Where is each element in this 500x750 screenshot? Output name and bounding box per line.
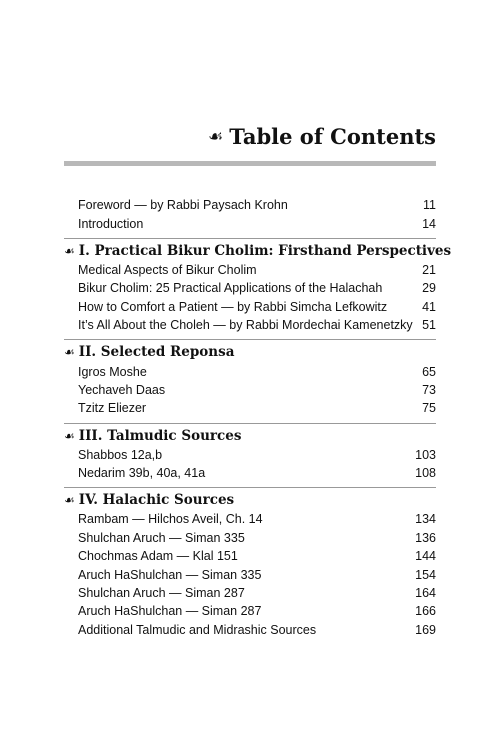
entry-page-number: 169 [415, 622, 436, 637]
table-of-contents [64, 196, 452, 639]
entry-title: Shulchan Aruch — Siman 335 [78, 530, 245, 545]
entry-title: Additional Talmudic and Midrashic Sources [78, 622, 317, 637]
toc-section [64, 487, 436, 639]
entry-title: Nedarim 39b, 40a, 41a [78, 466, 206, 481]
page-title [208, 124, 436, 149]
entry-page-number: 41 [422, 299, 436, 314]
entry-page-number: 103 [415, 447, 436, 462]
entry-title: Igros Moshe [78, 364, 147, 379]
entry-page-number: 134 [415, 512, 436, 527]
section-heading [64, 426, 436, 446]
entry-page-number: 73 [422, 382, 436, 397]
entry-page-number: 65 [422, 364, 436, 379]
toc-entry[interactable] [64, 621, 436, 639]
section-heading-text: IV. Halachic Sources [78, 492, 235, 509]
toc-entry[interactable] [64, 584, 436, 602]
section-heading-text: I. Practical Bikur Cholim: Firsthand Perspectives [78, 242, 452, 259]
entry-page-number: 11 [423, 198, 436, 213]
page-title-text: Table of Contents [229, 124, 436, 149]
toc-entry[interactable] [64, 399, 436, 417]
entry-title: Shabbos 12a,b [78, 447, 163, 462]
toc-entry[interactable] [64, 529, 436, 547]
toc-entry[interactable] [64, 196, 436, 214]
toc-entry[interactable] [64, 261, 436, 279]
entry-title: Aruch HaShulchan — Siman 335 [78, 567, 262, 582]
toc-entry[interactable] [64, 602, 436, 620]
entry-title: Chochmas Adam — Klal 151 [78, 549, 238, 564]
entry-title: How to Comfort a Patient — by Rabbi Simcha Lefkowitz [78, 299, 388, 314]
entry-title: Aruch HaShulchan — Siman 287 [78, 604, 262, 619]
entry-page-number: 51 [422, 318, 436, 333]
entry-page-number: 166 [415, 604, 436, 619]
toc-section [64, 196, 436, 233]
toc-entry[interactable] [64, 279, 436, 297]
fleuron-icon: ☙ [64, 243, 75, 258]
entry-title: Introduction [78, 216, 144, 231]
fleuron-icon: ☙ [208, 126, 224, 147]
section-heading-text: II. Selected Reponsa [78, 344, 235, 361]
toc-entry[interactable] [64, 565, 436, 583]
toc-section [64, 339, 436, 417]
toc-entry[interactable] [64, 510, 436, 528]
toc-section [64, 238, 452, 335]
toc-entry[interactable] [64, 298, 436, 316]
entry-page-number: 136 [415, 530, 436, 545]
section-heading [64, 241, 452, 261]
entry-title: It’s All About the Choleh — by Rabbi Mordechai Kamenetzky [78, 318, 413, 333]
entry-page-number: 21 [422, 262, 436, 277]
entry-page-number: 75 [422, 401, 436, 416]
entry-page-number: 154 [415, 567, 436, 582]
entry-page-number: 29 [422, 281, 436, 296]
toc-entry[interactable] [64, 446, 436, 464]
entry-title: Medical Aspects of Bikur Cholim [78, 262, 257, 277]
toc-entry[interactable] [64, 214, 436, 232]
section-heading-text: III. Talmudic Sources [78, 427, 242, 444]
toc-entry[interactable] [64, 464, 436, 482]
fleuron-icon: ☙ [64, 345, 75, 360]
section-heading [64, 490, 436, 510]
section-heading [64, 342, 436, 362]
entry-title: Rambam — Hilchos Aveil, Ch. 14 [78, 512, 263, 527]
fleuron-icon: ☙ [64, 493, 75, 508]
entry-title: Foreword — by Rabbi Paysach Krohn [78, 198, 288, 213]
toc-entry[interactable] [64, 362, 436, 380]
entry-title: Tzitz Eliezer [78, 401, 147, 416]
toc-entry[interactable] [64, 316, 436, 334]
fleuron-icon: ☙ [64, 428, 75, 443]
entry-page-number: 14 [422, 216, 436, 231]
title-rule [64, 161, 436, 166]
entry-page-number: 144 [415, 549, 436, 564]
entry-title: Bikur Cholim: 25 Practical Applications of the Halachah [78, 281, 383, 296]
entry-title: Shulchan Aruch — Siman 287 [78, 586, 245, 601]
entry-title: Yechaveh Daas [78, 382, 166, 397]
toc-entry[interactable] [64, 547, 436, 565]
entry-page-number: 164 [415, 586, 436, 601]
entry-page-number: 108 [415, 466, 436, 481]
toc-entry[interactable] [64, 381, 436, 399]
toc-section [64, 423, 436, 483]
